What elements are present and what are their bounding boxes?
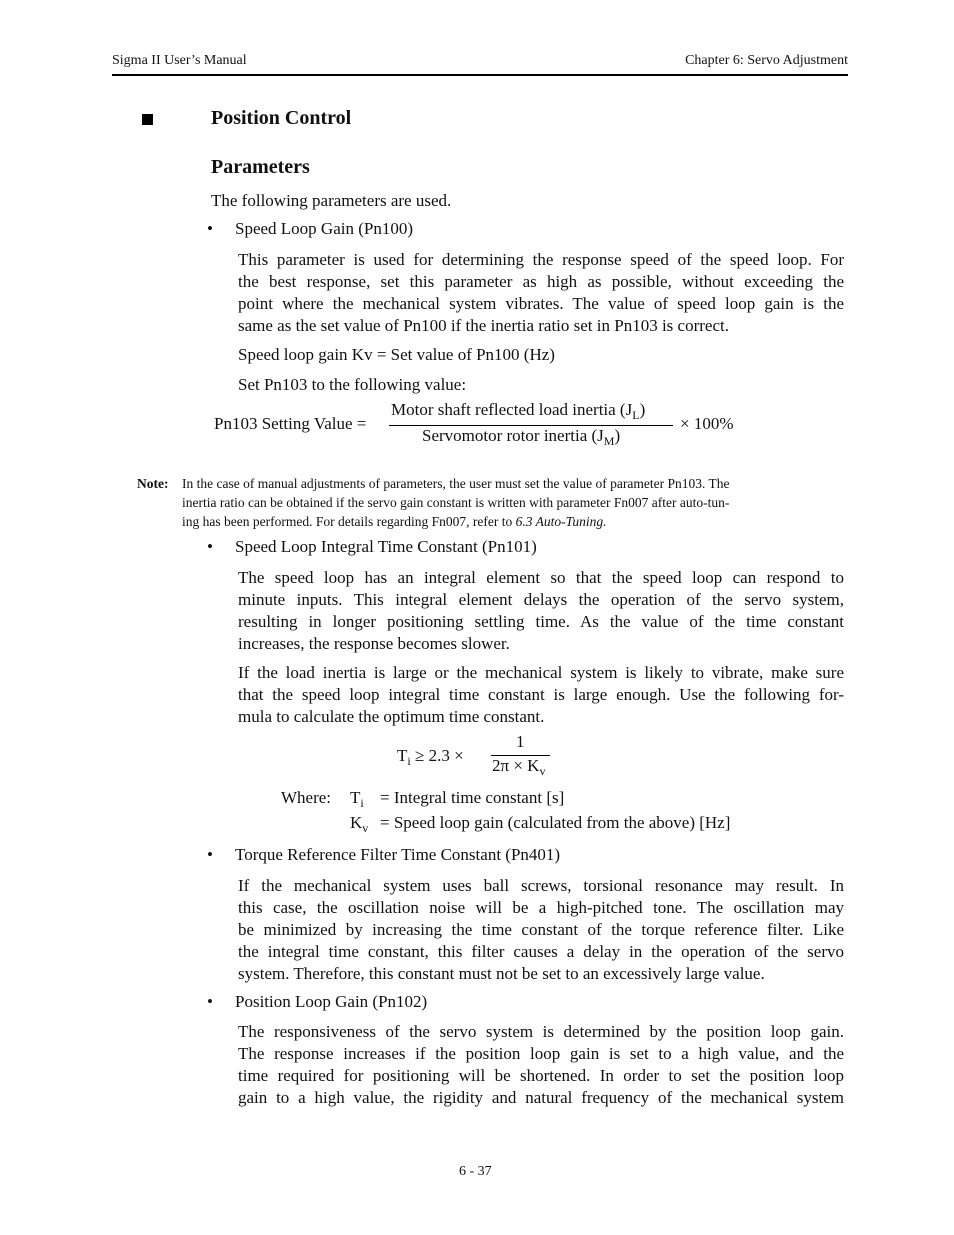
where-label: Where: xyxy=(281,788,332,807)
paragraph-line: If the mechanical system uses ball screws, torsional resonance may result. In xyxy=(238,876,844,895)
paragraph-line: This parameter is used for determining the response speed of the speed loop. For xyxy=(238,250,844,269)
paragraph-line: If the load inertia is large or the mechanical system is likely to vibrate, make sure xyxy=(238,663,844,682)
bullet-dot-icon: • xyxy=(207,219,213,238)
note-line: In the case of manual adjustments of parameters, the user must set the value of parameter Pn103. The xyxy=(182,476,730,491)
paragraph-line: the best response, set this parameter as high as possible, without exceeding the xyxy=(238,272,844,291)
position-loop-gain-heading: Position Loop Gain (Pn102) xyxy=(235,992,428,1011)
where-definition: = Integral time constant [s] xyxy=(380,788,565,807)
where-symbol: $T_i$ xyxy=(350,788,364,810)
formula-denominator: Servomotor rotor inertia $(J_M)$ xyxy=(422,426,621,448)
paragraph-line: minute inputs. This integral element delays the operation of the servo system, xyxy=(238,590,844,609)
paragraph-line: gain to a high value, the rigidity and natural frequency of the mechanical system xyxy=(238,1088,844,1107)
paragraph-line: this case, the oscillation noise will be a high-pitched tone. The oscillation may xyxy=(238,898,844,917)
position-loop-gain-paragraph xyxy=(238,1021,844,1109)
section-subtitle: Parameters xyxy=(211,156,310,178)
paragraph-line: that the speed loop integral time constant is large enough. Use the following for- xyxy=(238,685,844,704)
bullet-dot-icon: • xyxy=(207,537,213,556)
intro-text: The following parameters are used. xyxy=(211,191,452,210)
paragraph-line: time required for positioning will be shortened. In order to set the position loop xyxy=(238,1066,844,1085)
where-definition: = Speed loop gain (calculated from the above) [Hz] xyxy=(380,813,731,832)
paragraph-line: resulting in longer positioning settling time. As the value of the time constant xyxy=(238,612,844,631)
paragraph-line: The responsiveness of the servo system is determined by the position loop gain. xyxy=(238,1022,844,1041)
paragraph-line: system. Therefore, this constant must not be set to an excessively large value. xyxy=(238,964,765,983)
ti-formula-denominator: $2\pi \times K_v$ xyxy=(492,756,546,778)
speed-loop-gain-heading: Speed Loop Gain (Pn100) xyxy=(235,219,414,238)
paragraph-line: mula to calculate the optimum time constant. xyxy=(238,707,545,726)
torque-filter-heading: Torque Reference Filter Time Constant (Pn401) xyxy=(235,845,561,864)
bullet-dot-icon: • xyxy=(207,845,213,864)
integral-paragraph-1 xyxy=(238,567,844,655)
running-header-right: Chapter 6: Servo Adjustment xyxy=(685,53,848,68)
paragraph-line: The speed loop has an integral element so that the speed loop can respond to xyxy=(238,568,844,587)
bullet-dot-icon: • xyxy=(207,992,213,1011)
header-rule xyxy=(112,74,848,76)
paragraph-line: increases, the response becomes slower. xyxy=(238,634,510,653)
paragraph-line: same as the set value of Pn100 if the inertia ratio set in Pn103 is correct. xyxy=(238,316,729,335)
paragraph-line: The response increases if the position loop gain is set to a high value, and the xyxy=(238,1044,844,1063)
paragraph-line: the integral time constant, this filter causes a delay in the operation of the servo xyxy=(238,942,844,961)
kv-definition: Speed loop gain Kv = Set value of Pn100 (Hz) xyxy=(238,345,555,364)
ti-formula-numerator: 1 xyxy=(516,732,525,751)
ti-formula-lhs: $T_i \ge 2.3$ × xyxy=(397,746,464,768)
note-label: Note: xyxy=(137,476,169,491)
section-title: Position Control xyxy=(211,107,352,129)
section-bullet-square-icon xyxy=(142,114,153,125)
integral-time-constant-heading: Speed Loop Integral Time Constant (Pn101) xyxy=(235,537,537,556)
note-line: ing has been performed. For details regarding Fn007, refer to 6.3 Auto-Tuning. xyxy=(182,514,607,529)
speed-loop-gain-paragraph xyxy=(238,249,844,337)
formula-lhs: Pn103 Setting Value = xyxy=(214,414,367,433)
note-line: inertia ratio can be obtained if the servo gain constant is written with parameter Fn007 after auto-tun- xyxy=(182,495,730,510)
pn103-instruction: Set Pn103 to the following value: xyxy=(238,375,467,394)
where-symbol: $K_v$ xyxy=(350,813,369,835)
paragraph-line: point where the mechanical system vibrates. The value of speed loop gain is the xyxy=(238,294,844,313)
page-number: 6 - 37 xyxy=(459,1164,492,1179)
formula-numerator: Motor shaft reflected load inertia $(J_L)$ xyxy=(391,400,646,422)
formula-rhs: × 100% xyxy=(680,414,734,433)
torque-filter-paragraph xyxy=(238,875,844,985)
integral-paragraph-2 xyxy=(238,662,844,728)
running-header-left: Sigma II User’s Manual xyxy=(112,53,247,68)
paragraph-line: be minimized by increasing the time constant of the torque reference filter. Like xyxy=(238,920,844,939)
auto-tuning-reference: 6.3 Auto-Tuning. xyxy=(515,514,607,529)
